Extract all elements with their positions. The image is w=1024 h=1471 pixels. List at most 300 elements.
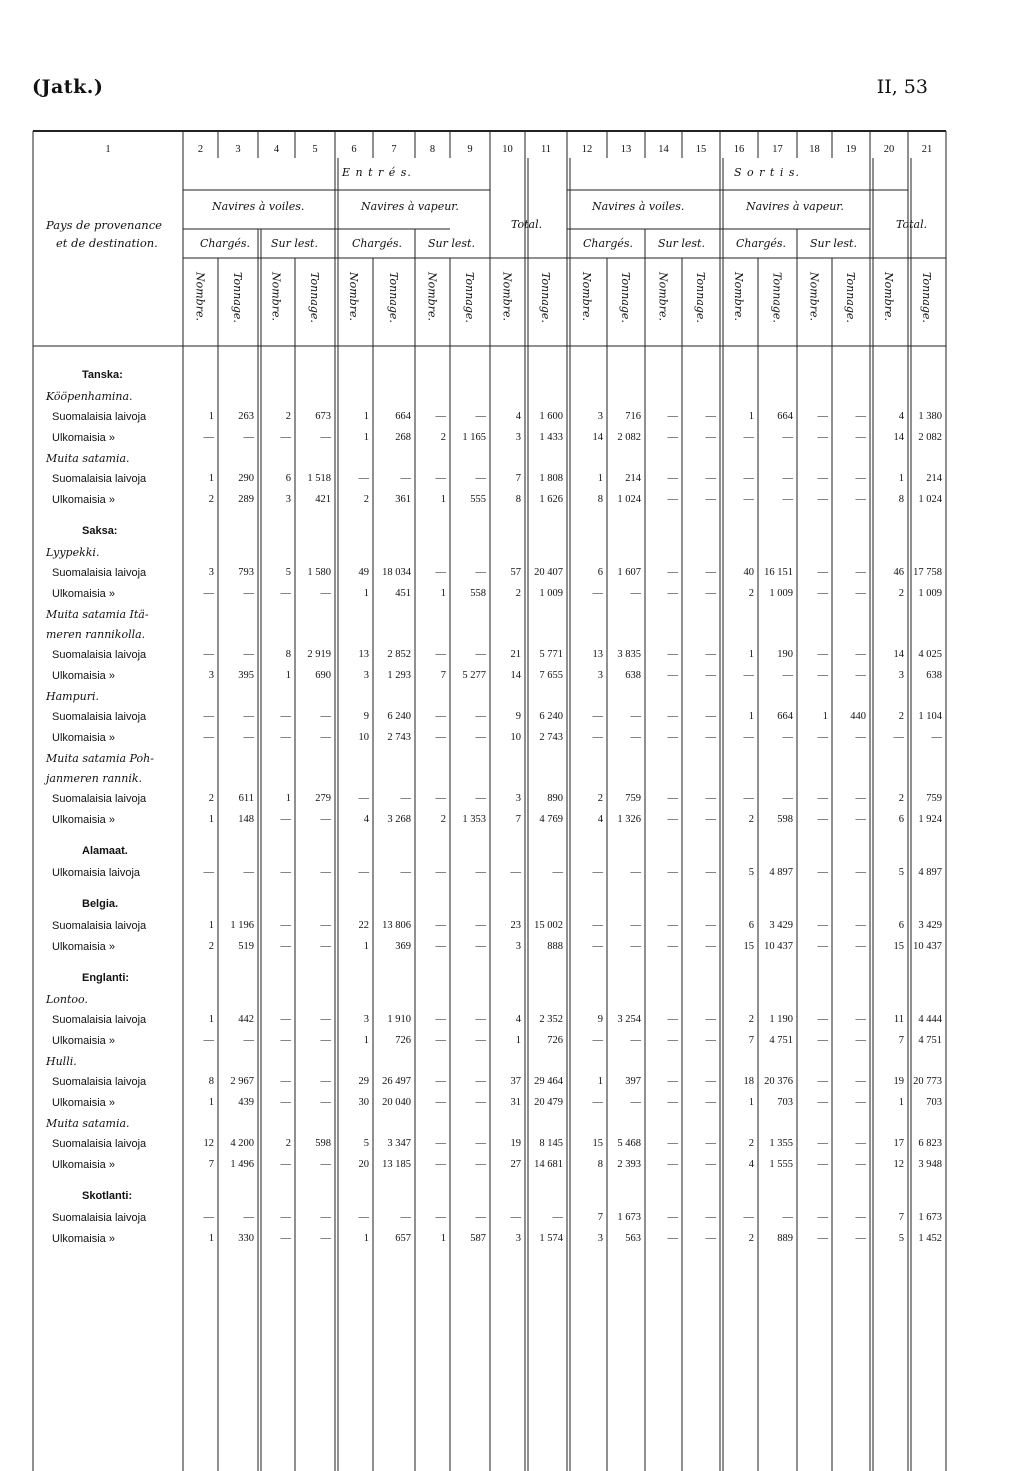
table-cell: 6: [898, 814, 904, 825]
table-cell: —: [203, 588, 214, 599]
table-cell: 214: [926, 473, 942, 484]
table-cell: —: [320, 1212, 331, 1223]
table-cell: —: [855, 1035, 866, 1046]
entres-label: E n t r é s.: [342, 166, 412, 179]
port-heading: Muita satamia Itä-: [46, 608, 149, 621]
entres-sail-header: Navires à voiles.: [212, 200, 305, 213]
row-label: Ulkomaisia »: [52, 1097, 115, 1109]
table-cell: 657: [395, 1233, 411, 1244]
table-cell: —: [435, 711, 446, 722]
tonnage-label-col-11: Tonnage.: [539, 272, 552, 323]
country-heading: Saksa:: [82, 525, 118, 537]
table-cell: —: [855, 567, 866, 578]
table-cell: —: [280, 867, 291, 878]
table-cell: —: [855, 920, 866, 931]
table-cell: —: [705, 567, 716, 578]
table-cell: 12: [203, 1138, 214, 1149]
nombre-label-col-20: Nombre.: [882, 272, 895, 321]
table-cell: 3 347: [387, 1138, 411, 1149]
table-cell: 759: [625, 793, 641, 804]
table-cell: —: [817, 432, 828, 443]
column-number-2: 2: [197, 144, 204, 155]
table-cell: 1: [363, 1233, 369, 1244]
table-cell: 1 353: [462, 814, 486, 825]
table-cell: 5: [285, 567, 291, 578]
table-cell: —: [705, 1138, 716, 1149]
table-cell: 214: [625, 473, 641, 484]
row-label: Suomalaisia laivoja: [52, 920, 147, 932]
table-cell: 726: [547, 1035, 563, 1046]
table-cell: 13: [592, 649, 603, 660]
table-cell: 1 452: [918, 1233, 942, 1244]
table-cell: 1: [285, 670, 291, 681]
table-cell: 6: [898, 920, 904, 931]
table-cell: —: [552, 1212, 563, 1223]
table-cell: 2: [898, 711, 904, 722]
table-cell: 4 751: [769, 1035, 793, 1046]
table-cell: 6 240: [539, 711, 563, 722]
table-cell: 598: [315, 1138, 331, 1149]
table-cell: —: [400, 1212, 411, 1223]
table-cell: 421: [315, 494, 331, 505]
table-cell: 7: [515, 814, 521, 825]
table-cell: 3: [363, 670, 369, 681]
table-cell: —: [475, 473, 486, 484]
table-cell: 1 196: [230, 920, 254, 931]
row-label: Suomalaisia laivoja: [52, 473, 147, 485]
row-label: Suomalaisia laivoja: [52, 1138, 147, 1150]
table-cell: —: [435, 1159, 446, 1170]
table-cell: —: [705, 411, 716, 422]
table-cell: 190: [777, 649, 793, 660]
table-cell: 14: [893, 432, 904, 443]
table-cell: —: [320, 941, 331, 952]
table-cell: —: [320, 1035, 331, 1046]
table-cell: 2: [208, 494, 214, 505]
table-cell: —: [817, 814, 828, 825]
table-cell: —: [630, 1035, 641, 1046]
table-cell: 3 429: [769, 920, 793, 931]
table-cell: 3: [515, 793, 521, 804]
table-cell: 558: [470, 588, 486, 599]
table-cell: —: [435, 649, 446, 660]
table-cell: —: [592, 711, 603, 722]
table-cell: 889: [777, 1233, 793, 1244]
table-cell: —: [280, 1159, 291, 1170]
nombre-label-col-14: Nombre.: [656, 272, 670, 321]
table-cell: 13 185: [382, 1159, 411, 1170]
table-cell: —: [475, 1076, 486, 1087]
table-cell: 1 910: [387, 1014, 411, 1025]
table-cell: 2 743: [539, 732, 563, 743]
table-cell: 1 009: [539, 588, 563, 599]
table-cell: 2: [748, 1138, 754, 1149]
table-cell: —: [475, 649, 486, 660]
table-cell: 1: [440, 1233, 446, 1244]
table-cell: —: [782, 1212, 793, 1223]
port-heading: Lontoo.: [46, 993, 88, 1006]
table-cell: 20 407: [534, 567, 563, 578]
table-cell: —: [552, 867, 563, 878]
table-cell: —: [435, 411, 446, 422]
table-cell: —: [817, 920, 828, 931]
table-cell: —: [243, 732, 254, 743]
table-cell: —: [667, 1233, 678, 1244]
table-cell: —: [667, 814, 678, 825]
table-cell: —: [705, 588, 716, 599]
table-cell: —: [280, 1014, 291, 1025]
table-cell: 18 034: [382, 567, 411, 578]
tonnage-label-col-21: Tonnage.: [920, 272, 933, 323]
table-cell: —: [817, 867, 828, 878]
table-cell: 664: [395, 411, 411, 422]
sortis-total-header: Total.: [896, 218, 928, 231]
table-cell: —: [630, 711, 641, 722]
continuation-label: (Jatk.): [32, 76, 104, 98]
table-cell: —: [667, 494, 678, 505]
table-cell: 3: [515, 432, 521, 443]
table-cell: —: [243, 1035, 254, 1046]
column-number-13: 13: [620, 144, 632, 155]
table-cell: 6 823: [918, 1138, 942, 1149]
table-cell: —: [510, 867, 521, 878]
table-cell: —: [475, 1159, 486, 1170]
table-cell: —: [667, 588, 678, 599]
table-cell: 7: [597, 1212, 603, 1223]
port-heading: janmeren rannik.: [46, 772, 143, 785]
table-cell: 1 326: [617, 814, 641, 825]
table-cell: —: [435, 1138, 446, 1149]
table-cell: —: [243, 588, 254, 599]
row-label: Ulkomaisia »: [52, 941, 115, 953]
table-cell: —: [592, 588, 603, 599]
table-cell: 7: [208, 1159, 214, 1170]
table-cell: 4: [515, 411, 521, 422]
table-cell: 2: [748, 1233, 754, 1244]
table-cell: 2 743: [387, 732, 411, 743]
table-cell: 8: [597, 494, 603, 505]
table-cell: 1 433: [539, 432, 563, 443]
table-cell: 9: [515, 711, 521, 722]
table-cell: 1: [822, 711, 828, 722]
table-cell: 4: [898, 411, 904, 422]
table-cell: 587: [470, 1233, 486, 1244]
table-cell: 10: [510, 732, 521, 743]
table-cell: 5: [748, 867, 754, 878]
table-cell: —: [592, 1035, 603, 1046]
table-cell: 18: [743, 1076, 754, 1087]
table-cell: —: [705, 432, 716, 443]
row-label: Ulkomaisia laivoja: [52, 867, 141, 879]
table-cell: —: [630, 732, 641, 743]
table-cell: 440: [850, 711, 866, 722]
table-cell: —: [280, 1233, 291, 1244]
table-cell: 1: [363, 588, 369, 599]
sortis-steam-loaded: Chargés.: [736, 237, 787, 250]
table-cell: 4 897: [769, 867, 793, 878]
table-cell: —: [743, 473, 754, 484]
table-cell: 279: [315, 793, 331, 804]
table-cell: 5 771: [539, 649, 563, 660]
table-cell: —: [320, 814, 331, 825]
table-cell: 1: [363, 411, 369, 422]
table-cell: 555: [470, 494, 486, 505]
table-cell: 4 897: [918, 867, 942, 878]
table-cell: —: [203, 867, 214, 878]
table-cell: 703: [926, 1097, 942, 1108]
table-cell: 1 673: [918, 1212, 942, 1223]
table-cell: —: [705, 649, 716, 660]
table-cell: 9: [597, 1014, 603, 1025]
table-cell: —: [592, 867, 603, 878]
table-cell: —: [320, 1076, 331, 1087]
table-cell: 4 444: [918, 1014, 942, 1025]
table-cell: —: [475, 567, 486, 578]
table-cell: 1: [440, 588, 446, 599]
table-cell: 14: [592, 432, 603, 443]
table-cell: 3: [363, 1014, 369, 1025]
tonnage-label-col-15: Tonnage.: [694, 272, 707, 323]
row-label: Suomalaisia laivoja: [52, 793, 147, 805]
table-cell: —: [203, 732, 214, 743]
row-label: Ulkomaisia »: [52, 1233, 115, 1245]
table-cell: 1: [515, 1035, 521, 1046]
nombre-label-col-12: Nombre.: [580, 272, 593, 321]
column-number-19: 19: [845, 144, 857, 155]
table-cell: —: [510, 1212, 521, 1223]
country-heading: Belgia.: [82, 898, 119, 910]
table-cell: 726: [395, 1035, 411, 1046]
table-cell: 17 758: [913, 567, 942, 578]
table-cell: 664: [777, 411, 793, 422]
table-cell: —: [358, 867, 369, 878]
sortis-sail-ballast: Sur lest.: [658, 237, 705, 250]
table-cell: —: [435, 473, 446, 484]
table-cell: —: [435, 1097, 446, 1108]
column-number-10: 10: [502, 144, 513, 155]
row-label: Ulkomaisia »: [52, 588, 115, 600]
table-cell: 6: [285, 473, 291, 484]
table-cell: 10 437: [764, 941, 793, 952]
table-cell: —: [705, 867, 716, 878]
table-cell: 7: [748, 1035, 754, 1046]
table-cell: —: [855, 649, 866, 660]
table-cell: 8: [208, 1076, 214, 1087]
table-cell: —: [817, 411, 828, 422]
table-cell: —: [435, 1035, 446, 1046]
table-cell: —: [475, 920, 486, 931]
table-cell: —: [782, 432, 793, 443]
table-cell: —: [320, 732, 331, 743]
row-label: Suomalaisia laivoja: [52, 567, 147, 579]
table-cell: —: [475, 1097, 486, 1108]
table-cell: 1: [363, 432, 369, 443]
table-cell: 1 165: [462, 432, 486, 443]
row-label: Ulkomaisia »: [52, 814, 115, 826]
table-cell: 263: [238, 411, 254, 422]
nombre-label-col-18: Nombre.: [807, 272, 821, 321]
table-cell: —: [435, 793, 446, 804]
table-cell: —: [667, 732, 678, 743]
table-cell: 289: [238, 494, 254, 505]
table-cell: 690: [315, 670, 331, 681]
table-cell: 26 497: [382, 1076, 411, 1087]
table-cell: —: [320, 1014, 331, 1025]
table-cell: 1: [208, 411, 214, 422]
table-cell: —: [893, 732, 904, 743]
table-cell: —: [320, 920, 331, 931]
column-number-9: 9: [467, 144, 473, 155]
table-cell: —: [630, 1097, 641, 1108]
table-cell: —: [855, 588, 866, 599]
table-cell: 8: [285, 649, 291, 660]
table-cell: 3: [208, 670, 214, 681]
table-cell: —: [705, 670, 716, 681]
table-cell: —: [817, 1159, 828, 1170]
table-cell: —: [855, 867, 866, 878]
table-cell: —: [667, 793, 678, 804]
table-cell: 3: [515, 1233, 521, 1244]
table-cell: —: [667, 1014, 678, 1025]
table-cell: 1: [597, 1076, 603, 1087]
table-cell: 4 025: [918, 649, 942, 660]
table-cell: 1 190: [769, 1014, 793, 1025]
table-cell: —: [435, 1014, 446, 1025]
entres-total-header: Total.: [511, 218, 543, 231]
table-cell: —: [400, 867, 411, 878]
nombre-label-col-8: Nombre.: [425, 272, 439, 321]
table-cell: —: [667, 432, 678, 443]
table-cell: —: [817, 473, 828, 484]
table-cell: 20 479: [534, 1097, 563, 1108]
row-label: Ulkomaisia »: [52, 670, 115, 682]
table-cell: —: [855, 1138, 866, 1149]
table-cell: —: [475, 867, 486, 878]
table-cell: 23: [510, 920, 521, 931]
table-cell: —: [243, 432, 254, 443]
table-cell: —: [475, 411, 486, 422]
column-number-16: 16: [733, 144, 745, 155]
table-cell: 3 254: [617, 1014, 641, 1025]
table-cell: 2: [285, 411, 291, 422]
table-cell: 11: [893, 1014, 904, 1025]
table-cell: —: [203, 1212, 214, 1223]
table-cell: 7: [440, 670, 446, 681]
table-cell: 5 277: [462, 670, 486, 681]
row-label: Ulkomaisia »: [52, 732, 115, 744]
table-cell: 4 200: [230, 1138, 254, 1149]
table-cell: 1 580: [307, 567, 331, 578]
table-cell: 2 967: [230, 1076, 254, 1087]
table-cell: —: [592, 941, 603, 952]
entres-sail-loaded: Chargés.: [200, 237, 251, 250]
table-cell: 7: [898, 1035, 904, 1046]
table-cell: —: [667, 567, 678, 578]
row-label: Suomalaisia laivoja: [52, 649, 147, 661]
table-cell: 1: [208, 920, 214, 931]
column-number-5: 5: [312, 144, 318, 155]
table-cell: —: [705, 1212, 716, 1223]
table-cell: —: [705, 1233, 716, 1244]
table-cell: —: [817, 1233, 828, 1244]
table-cell: 1 024: [617, 494, 641, 505]
table-cell: 1: [597, 473, 603, 484]
table-cell: 519: [238, 941, 254, 952]
column-number-20: 20: [883, 144, 895, 155]
table-cell: —: [705, 1014, 716, 1025]
table-cell: —: [667, 1212, 678, 1223]
table-cell: —: [705, 1076, 716, 1087]
table-cell: 29 464: [534, 1076, 563, 1087]
table-cell: —: [475, 711, 486, 722]
table-cell: —: [243, 1212, 254, 1223]
table-cell: 268: [395, 432, 411, 443]
table-cell: —: [475, 1035, 486, 1046]
table-cell: —: [743, 494, 754, 505]
table-cell: 3 835: [617, 649, 641, 660]
table-cell: 17: [893, 1138, 904, 1149]
table-cell: —: [817, 1138, 828, 1149]
table-cell: 6: [748, 920, 754, 931]
table-cell: —: [435, 1076, 446, 1087]
table-cell: —: [358, 1212, 369, 1223]
country-heading: Skotlanti:: [82, 1190, 133, 1202]
table-cell: 2: [898, 588, 904, 599]
table-cell: —: [243, 649, 254, 660]
table-cell: —: [817, 494, 828, 505]
table-cell: 4: [363, 814, 369, 825]
table-cell: —: [817, 941, 828, 952]
table-cell: —: [855, 1233, 866, 1244]
table-cell: 10: [358, 732, 369, 743]
table-cell: —: [667, 473, 678, 484]
table-cell: —: [320, 1097, 331, 1108]
port-heading: meren rannikolla.: [46, 628, 146, 641]
page-number: II, 53: [876, 76, 928, 98]
port-heading: Hulli.: [46, 1055, 77, 1068]
table-cell: —: [243, 867, 254, 878]
table-cell: —: [705, 920, 716, 931]
table-cell: 19: [893, 1076, 904, 1087]
table-cell: —: [667, 649, 678, 660]
table-cell: 759: [926, 793, 942, 804]
table-cell: —: [855, 1076, 866, 1087]
row-label: Ulkomaisia »: [52, 1159, 115, 1171]
table-cell: —: [280, 432, 291, 443]
table-cell: —: [817, 793, 828, 804]
table-cell: —: [592, 1097, 603, 1108]
table-cell: 7 655: [539, 670, 563, 681]
table-cell: 20 376: [764, 1076, 793, 1087]
entres-sail-ballast: Sur lest.: [271, 237, 318, 250]
country-heading: Englanti:: [82, 972, 130, 984]
table-cell: —: [320, 711, 331, 722]
table-cell: 1: [748, 1097, 754, 1108]
table-cell: 3: [898, 670, 904, 681]
table-cell: 15: [743, 941, 754, 952]
table-cell: 1: [363, 1035, 369, 1046]
table-cell: 2 082: [918, 432, 942, 443]
port-heading: Muita satamia.: [46, 452, 130, 465]
table-cell: —: [435, 732, 446, 743]
table-cell: —: [743, 670, 754, 681]
table-cell: 2: [208, 941, 214, 952]
table-cell: 14: [893, 649, 904, 660]
table-cell: 1: [208, 473, 214, 484]
table-cell: 1 808: [539, 473, 563, 484]
table-cell: 1 355: [769, 1138, 793, 1149]
table-cell: 148: [238, 814, 254, 825]
